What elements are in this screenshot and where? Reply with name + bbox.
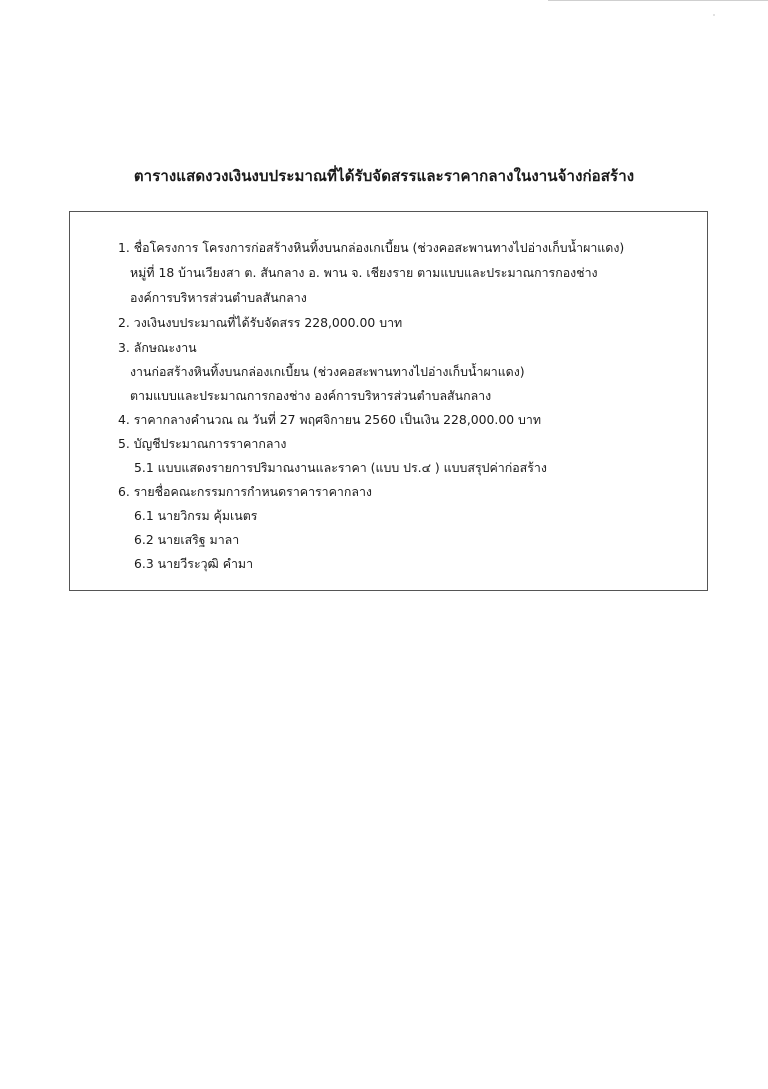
- item-6-heading: 6. รายชื่อคณะกรรมการกำหนดราคาราคากลาง: [118, 484, 372, 499]
- item-1-project-location: หมู่ที่ 18 บ้านเวียงสา ต. สันกลาง อ. พาน จ. เชียงราย ตามแบบและประมาณการกองช่าง: [130, 265, 598, 280]
- item-3-heading: 3. ลักษณะงาน: [118, 340, 197, 355]
- item-1-project-name: 1. ชื่อโครงการ โครงการก่อสร้างหินทิ้งบนกล่องเกเบี้ยน (ช่วงคอสะพานทางไปอ่างเก็บน้ำผาแดง): [118, 240, 625, 255]
- committee-member: 6.1 นายวิกรม คุ้มเนตร: [134, 508, 258, 523]
- page-title: ตารางแสดงวงเงินงบประมาณที่ได้รับจัดสรรและราคากลางในงานจ้างก่อสร้าง: [133, 167, 635, 185]
- item-3-line-2: ตามแบบและประมาณการกองช่าง องค์การบริหารส่วนตำบลสันกลาง: [130, 388, 492, 403]
- committee-member: 6.3 นายวีระวุฒิ คำมา: [134, 556, 254, 571]
- scan-edge-line: [548, 0, 768, 1]
- item-5-1: 5.1 แบบแสดงรายการปริมาณงานและราคา (แบบ ปร.๔ ) แบบสรุปค่าก่อสร้าง: [134, 460, 547, 475]
- item-4-median-price: 4. ราคากลางคำนวณ ณ วันที่ 27 พฤศจิกายน 2560 เป็นเงิน 228,000.00 บาท: [118, 412, 542, 427]
- scan-speck: [713, 14, 715, 16]
- committee-member: 6.2 นายเสริฐ มาลา: [134, 532, 240, 547]
- item-3-line-1: งานก่อสร้างหินทิ้งบนกล่องเกเบี้ยน (ช่วงคอสะพานทางไปอ่างเก็บน้ำผาแดง): [130, 364, 525, 379]
- item-5-heading: 5. บัญชีประมาณการราคากลาง: [118, 436, 287, 451]
- item-2-budget: 2. วงเงินงบประมาณที่ได้รับจัดสรร 228,000.00 บาท: [118, 315, 403, 330]
- item-1-project-agency: องค์การบริหารส่วนตำบลสันกลาง: [130, 290, 307, 305]
